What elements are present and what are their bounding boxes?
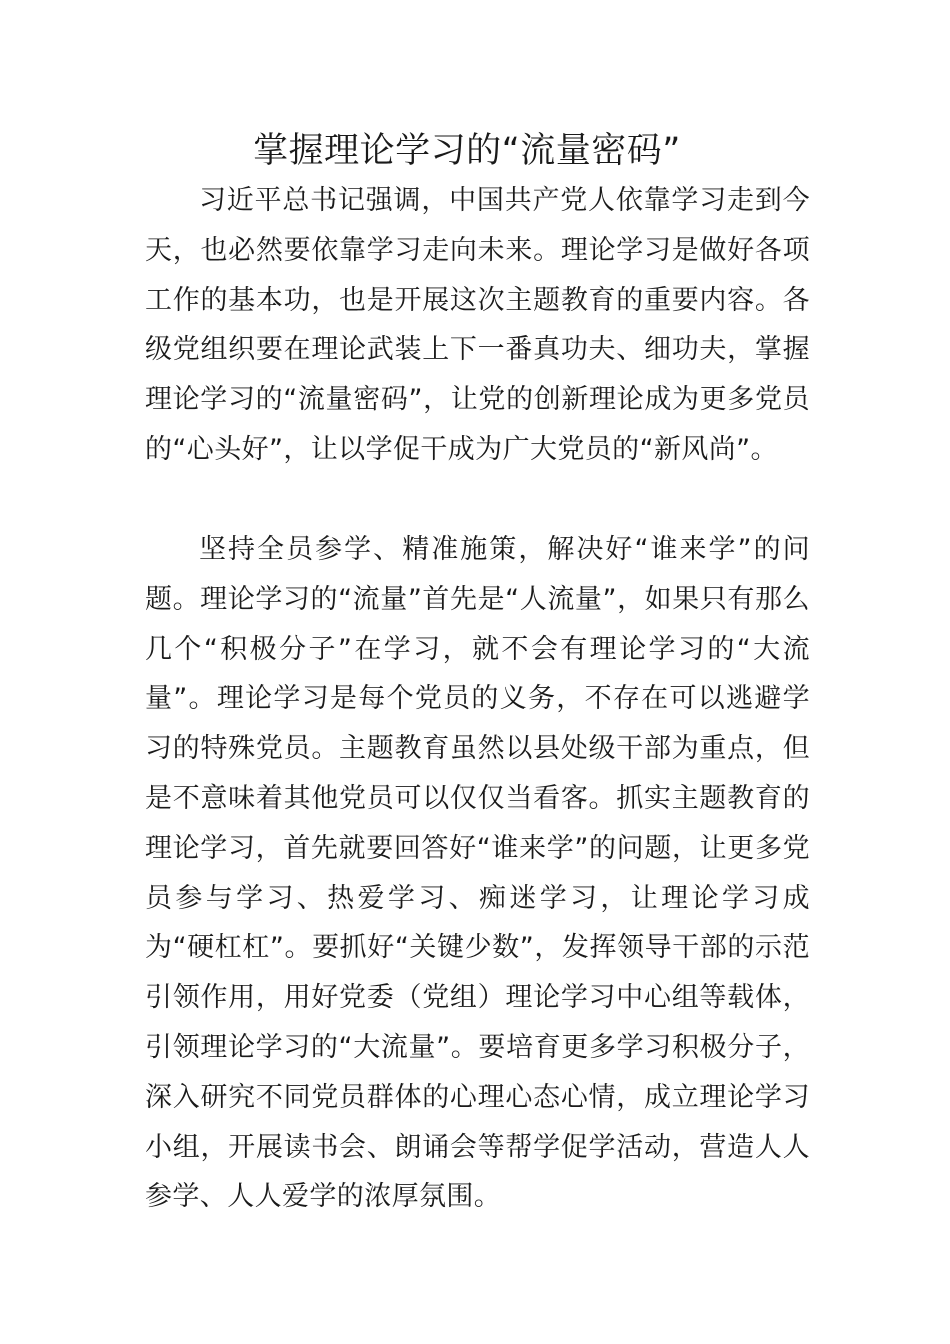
paragraph-intro: 习近平总书记强调，中国共产党人依靠学习走到今天，也必然要依靠学习走向未来。理论学习是做好各项工作的基本功，也是开展这次主题教育的重要内容。各级党组织要在理论武装上下一番真功夫、细功夫，掌握理论学习的“流量密码”，让党的创新理论成为更多党员的“心头好”，让以学促干成为广大党员的“新风尚”。 <box>145 185 810 465</box>
paragraph-who-learns: 坚持全员参学、精准施策，解决好“谁来学”的问题。理论学习的“流量”首先是“人流量”，如果只有那么几个“积极分子”在学习，就不会有理论学习的“大流量”。理论学习是每个党员的义务，不存在可以逃避学习的特殊党员。主题教育虽然以县处级干部为重点，但是不意味着其他党员可以仅仅当看客。抓实主题教育的理论学习，首先就要回答好“谁来学”的问题，让更多党员参与学习、热爱学习、痴迷学习，让理论学习成为“硬杠杠”。要抓好“关键少数”，发挥领导干部的示范引领作用，用好党委（党组）理论学习中心组等载体，引领理论学习的“大流量”。要培育更多学习积极分子，深入研究不同党员群体的心理心态心情，成立理论学习小组，开展读书会、朗诵会等帮学促学活动，营造人人参学、人人爱学的浓厚氛围。 <box>145 534 810 1213</box>
document-title: 掌握理论学习的“流量密码” <box>253 131 681 171</box>
